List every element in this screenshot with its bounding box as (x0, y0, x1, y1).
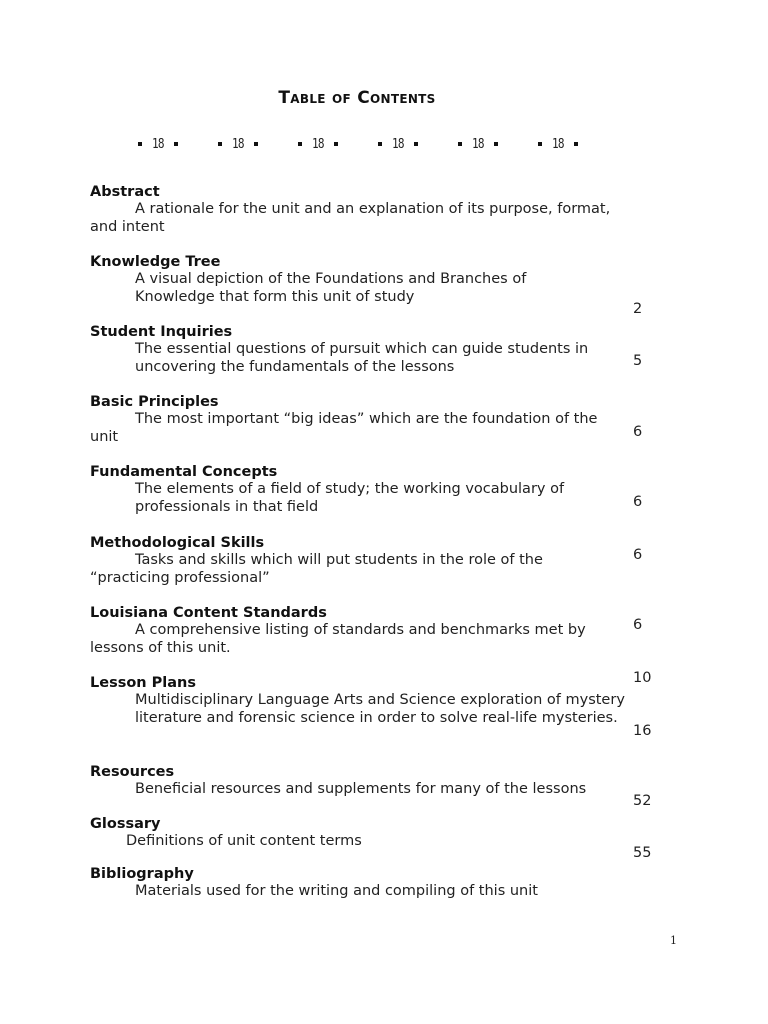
page-number: 55 (633, 845, 652, 861)
entry-description: A rationale for the unit and an explanation of its purpose, format, and intent (90, 201, 611, 235)
ornament-glyph: 18 (232, 136, 244, 152)
entry-description: Tasks and skills which will put students in the role of the “practicing professional” (90, 552, 543, 586)
ornament (458, 138, 498, 151)
entry-description: A visual depiction of the Foundations and Branches of Knowledge that form this unit of study (135, 271, 527, 305)
toc-entry-methodological-skills (90, 534, 630, 587)
entry-heading: Lesson Plans (90, 675, 197, 691)
toc-entry-lesson-plans (90, 674, 630, 727)
ornament-glyph: 18 (152, 136, 164, 152)
toc-entry-basic-principles (90, 393, 630, 446)
entry-heading: Resources (90, 764, 175, 780)
page-number: 10 (633, 670, 652, 686)
ornament (138, 138, 178, 151)
ornament (218, 138, 258, 151)
entry-heading: Knowledge Tree (90, 254, 221, 270)
ornament-glyph: 18 (392, 136, 404, 152)
ornament-glyph: 18 (552, 136, 564, 152)
entry-description: The most important “big ideas” which are the foundation of the unit (90, 411, 598, 445)
page-title: Table of Contents (278, 88, 436, 108)
toc-entry-knowledge-tree (90, 253, 630, 306)
entry-heading: Methodological Skills (90, 535, 265, 551)
entry-heading: Basic Principles (90, 394, 219, 410)
page-number: 6 (633, 547, 643, 563)
entry-description: Beneficial resources and supplements for many of the lessons (135, 781, 587, 797)
page-number: 2 (633, 301, 643, 317)
entry-heading: Abstract (90, 184, 160, 200)
toc-entry-resources (90, 763, 630, 799)
entry-heading: Student Inquiries (90, 324, 233, 340)
page-number: 5 (633, 353, 643, 369)
entry-heading: Fundamental Concepts (90, 464, 278, 480)
entry-description: Multidisciplinary Language Arts and Science exploration of mystery literature and forensic science in order to solve real-life mysteries. (135, 692, 625, 726)
toc-entry-bibliography (90, 865, 630, 901)
page-number: 6 (633, 424, 643, 440)
entry-heading: Louisiana Content Standards (90, 605, 327, 621)
entry-description: A comprehensive listing of standards and benchmarks met by lessons of this unit. (90, 622, 586, 656)
ornament (378, 138, 418, 151)
ornament-glyph: 18 (472, 136, 484, 152)
toc-entry-louisiana-content-standards (90, 604, 630, 657)
ornament-glyph: 18 (312, 136, 324, 152)
toc-entry-fundamental-concepts (90, 463, 630, 516)
page-number: 16 (633, 723, 652, 739)
page-number: 52 (633, 793, 652, 809)
page-number: 6 (633, 494, 643, 510)
entry-heading: Bibliography (90, 866, 194, 882)
ornament-divider (138, 134, 578, 154)
entry-description: The essential questions of pursuit which can guide students in uncovering the fundamentals of the lessons (135, 341, 589, 375)
entry-description: Definitions of unit content terms (126, 833, 362, 849)
entry-description: The elements of a field of study; the working vocabulary of professionals in that field (135, 481, 565, 515)
footer-page-number: 1 (670, 934, 677, 947)
ornament (538, 138, 578, 151)
toc-entry-abstract (90, 183, 630, 236)
ornament (298, 138, 338, 151)
toc-entry-student-inquiries (90, 323, 630, 376)
entry-heading: Glossary (90, 816, 161, 832)
toc-entry-glossary (90, 815, 630, 851)
entry-description: Materials used for the writing and compiling of this unit (135, 883, 538, 899)
page-number: 6 (633, 617, 643, 633)
